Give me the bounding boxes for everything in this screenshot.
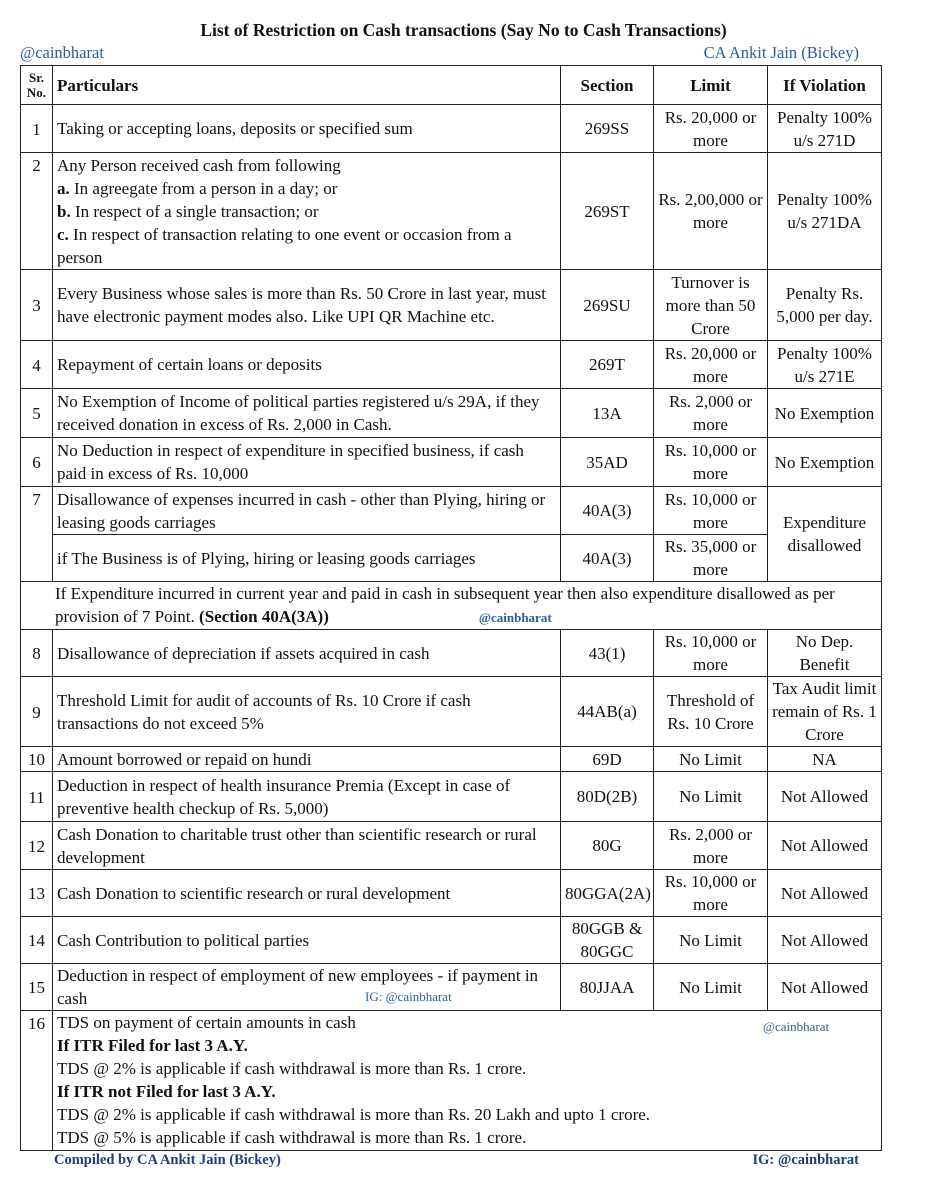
watermark: @cainbharat	[763, 1019, 830, 1034]
table-row	[21, 341, 882, 389]
sr-no: 5	[21, 389, 53, 438]
table-row	[21, 630, 882, 677]
limit: No Limit	[654, 747, 768, 772]
limit: Rs. 10,000 or more	[654, 630, 768, 677]
table-row-note	[21, 582, 882, 630]
header-violation: If Violation	[768, 66, 882, 105]
author-name: CA Ankit Jain (Bickey)	[703, 43, 859, 62]
table-row	[21, 270, 882, 341]
particulars: No Exemption of Income of political parties registered u/s 29A, if they received donation in excess of Rs. 2,000 in Cash.	[53, 389, 561, 438]
table-row	[21, 153, 882, 270]
particulars: Repayment of certain loans or deposits	[53, 341, 561, 389]
sr-no: 3	[21, 270, 53, 341]
violation: Penalty 100% u/s 271E	[768, 341, 882, 389]
watermark: @cainbharat	[478, 610, 552, 625]
sr-no: 6	[21, 438, 53, 487]
violation: No Dep. Benefit	[768, 630, 882, 677]
violation: No Exemption	[768, 389, 882, 438]
sr-no: 16	[21, 1011, 53, 1151]
limit: Threshold of Rs. 10 Crore	[654, 677, 768, 747]
particulars: Disallowance of expenses incurred in cash - other than Plying, hiring or leasing goods carriages	[53, 487, 561, 535]
limit: No Limit	[654, 917, 768, 964]
particulars: Cash Donation to charitable trust other than scientific research or rural development	[53, 822, 561, 870]
section: 80D(2B)	[561, 772, 654, 822]
limit: Rs. 2,000 or more	[654, 389, 768, 438]
sr-no: 9	[21, 677, 53, 747]
section: 80GGB & 80GGC	[561, 917, 654, 964]
cash-restrictions-table	[20, 65, 882, 1151]
sr-no: 15	[21, 964, 53, 1011]
header-sr-no: Sr. No.	[21, 66, 53, 105]
header-particulars: Particulars	[53, 66, 561, 105]
limit: Rs. 2,00,000 or more	[654, 153, 768, 270]
section: 269T	[561, 341, 654, 389]
particulars: Amount borrowed or repaid on hundi	[53, 747, 561, 772]
limit: No Limit	[654, 772, 768, 822]
particulars: Every Business whose sales is more than Rs. 50 Crore in last year, must have electronic payment modes also. Like UPI QR Machine etc.	[53, 270, 561, 341]
violation: Not Allowed	[768, 964, 882, 1011]
sr-no: 11	[21, 772, 53, 822]
note-row: If Expenditure incurred in current year and paid in cash in subsequent year then also expenditure disallowed as per provision of 7 Point. (Section 40A(3A)) @cainbharat	[21, 582, 882, 630]
particulars: Cash Donation to scientific research or rural development	[53, 870, 561, 917]
section: 269SS	[561, 105, 654, 153]
particulars: Deduction in respect of employment of new employees - if payment in cash IG: @cainbharat	[53, 964, 561, 1011]
watermark: IG: @cainbharat	[365, 989, 452, 1004]
table-row	[21, 438, 882, 487]
violation: No Exemption	[768, 438, 882, 487]
section: 80GGA(2A)	[561, 870, 654, 917]
table-row	[21, 822, 882, 870]
section: 40A(3)	[561, 487, 654, 535]
section: 80JJAA	[561, 964, 654, 1011]
limit: Rs. 35,000 or more	[654, 535, 768, 582]
violation: Not Allowed	[768, 772, 882, 822]
limit: Rs. 20,000 or more	[654, 341, 768, 389]
section: 80G	[561, 822, 654, 870]
section: 43(1)	[561, 630, 654, 677]
particulars: Threshold Limit for audit of accounts of Rs. 10 Crore if cash transactions do not exceed 5%	[53, 677, 561, 747]
particulars: Deduction in respect of health insurance Premia (Except in case of preventive health checkup of Rs. 5,000)	[53, 772, 561, 822]
section: 269ST	[561, 153, 654, 270]
section: 13A	[561, 389, 654, 438]
violation: Not Allowed	[768, 917, 882, 964]
table-row	[21, 105, 882, 153]
footer-credit: Compiled by CA Ankit Jain (Bickey)	[54, 1152, 281, 1168]
page-title: List of Restriction on Cash transactions (Say No to Cash Transactions)	[200, 20, 727, 40]
sr-no: 14	[21, 917, 53, 964]
table-row	[21, 964, 882, 1011]
section: 69D	[561, 747, 654, 772]
limit: Rs. 20,000 or more	[654, 105, 768, 153]
sr-no: 2	[21, 153, 53, 270]
footer-handle: IG: @cainbharat	[752, 1152, 859, 1168]
violation: Not Allowed	[768, 822, 882, 870]
particulars: Disallowance of depreciation if assets acquired in cash	[53, 630, 561, 677]
table-row	[21, 772, 882, 822]
particulars: Taking or accepting loans, deposits or specified sum	[53, 105, 561, 153]
header-limit: Limit	[654, 66, 768, 105]
violation: Penalty Rs. 5,000 per day.	[768, 270, 882, 341]
limit: Rs. 10,000 or more	[654, 870, 768, 917]
sr-no: 1	[21, 105, 53, 153]
table-row	[21, 677, 882, 747]
limit: Rs. 10,000 or more	[654, 487, 768, 535]
section: 40A(3)	[561, 535, 654, 582]
violation: Penalty 100% u/s 271D	[768, 105, 882, 153]
table-row	[21, 389, 882, 438]
violation: Expenditure disallowed	[768, 487, 882, 582]
limit: Rs. 2,000 or more	[654, 822, 768, 870]
table-row	[21, 917, 882, 964]
violation: Not Allowed	[768, 870, 882, 917]
particulars: Any Person received cash from following a. In agreegate from a person in a day; or b. In respect of a single transaction; or c. In respect of transaction relating to one event or occasion from a person	[53, 153, 561, 270]
section: 44AB(a)	[561, 677, 654, 747]
sr-no: 7	[21, 487, 53, 582]
limit: Rs. 10,000 or more	[654, 438, 768, 487]
section: 269SU	[561, 270, 654, 341]
sr-no: 4	[21, 341, 53, 389]
table-row	[21, 487, 882, 535]
section: 35AD	[561, 438, 654, 487]
particulars: if The Business is of Plying, hiring or leasing goods carriages	[53, 535, 561, 582]
table-row	[21, 535, 882, 582]
table-header-row	[21, 66, 882, 105]
limit: No Limit	[654, 964, 768, 1011]
violation: NA	[768, 747, 882, 772]
sr-no: 13	[21, 870, 53, 917]
table-row	[21, 1011, 882, 1151]
table-row	[21, 870, 882, 917]
header-section: Section	[561, 66, 654, 105]
author-handle: @cainbharat	[20, 43, 104, 62]
violation: Penalty 100% u/s 271DA	[768, 153, 882, 270]
table-row	[21, 747, 882, 772]
particulars: No Deduction in respect of expenditure in specified business, if cash paid in excess of Rs. 10,000	[53, 438, 561, 487]
limit: Turnover is more than 50 Crore	[654, 270, 768, 341]
particulars: TDS on payment of certain amounts in cash @cainbharat If ITR Filed for last 3 A.Y. TDS @ 2% is applicable if cash withdrawal is more than Rs. 1 crore. If ITR not Filed for last 3 A.Y. TDS @ 2% is applicable if cash withdrawal is more than Rs. 20 Lakh and upto 1 crore. TDS @ 5% is applicable if cash withdrawal is more than Rs. 1 crore.	[53, 1011, 882, 1151]
particulars: Cash Contribution to political parties	[53, 917, 561, 964]
violation: Tax Audit limit remain of Rs. 1 Crore	[768, 677, 882, 747]
sr-no: 10	[21, 747, 53, 772]
sr-no: 12	[21, 822, 53, 870]
sr-no: 8	[21, 630, 53, 677]
